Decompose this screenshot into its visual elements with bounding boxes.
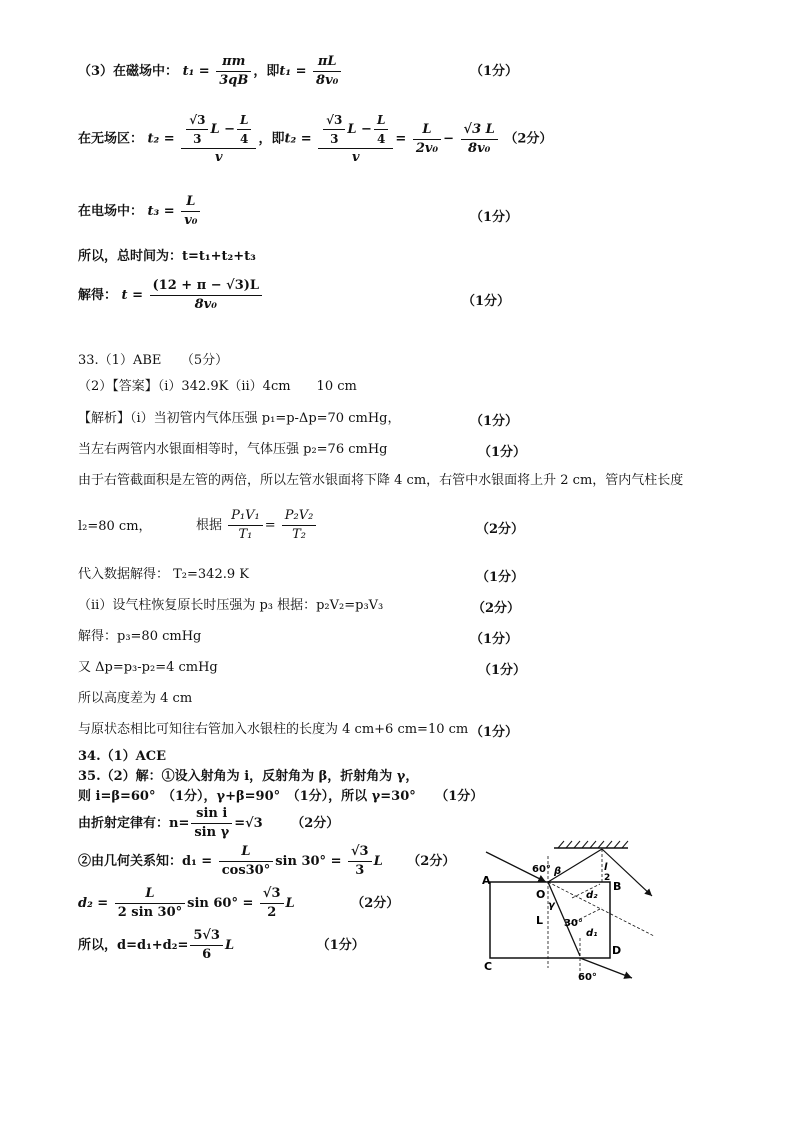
t1-den: 3qB [219, 73, 249, 88]
d1-num2: √3 [348, 844, 372, 862]
q35-l3 [78, 806, 339, 841]
d1-den1: cos30° [221, 863, 271, 878]
q35-l3-label: 由折射定律有：n= [78, 816, 190, 831]
t3-lhs: t₃ = [147, 204, 175, 219]
d1-mid: sin 30° = [275, 854, 342, 869]
d2-den2: 2 [267, 905, 277, 920]
t3-den: v₀ [184, 213, 198, 228]
frac-num-b: L [237, 112, 251, 130]
q35-l5 [78, 886, 399, 921]
snell-rhs: =√3 [234, 816, 263, 831]
frac-num-a: √3 [186, 112, 208, 130]
nofield-eq: = [395, 131, 407, 147]
l-over-4-b [374, 112, 388, 147]
t1b-num: πL [313, 54, 341, 72]
q35-l6-score: （1分） [316, 938, 365, 953]
s3-score: （1分） [470, 64, 519, 79]
gas-den2: T₂ [292, 527, 306, 542]
q33-l6-formula [196, 508, 318, 543]
label-60-bottom: 60° [578, 972, 597, 983]
d1-tail: L [373, 854, 383, 869]
minus-a: L − [210, 122, 236, 137]
t1-fraction [216, 54, 251, 89]
t1b-den: 8v₀ [316, 73, 339, 88]
r-num1: L [413, 122, 441, 140]
solve-den: 8v₀ [194, 297, 217, 312]
snell-num: sin i [191, 806, 232, 824]
solve-label: 解得： [78, 288, 118, 303]
q33-l8: （ii）设气柱恢复原长时压强为 p₃ 根据：p₂V₂=p₃V₃ [78, 598, 384, 613]
t2-den: v [215, 150, 223, 165]
q33-l7-score: （1分） [476, 570, 525, 585]
q35-l2: 则 i=β=60° （1分），γ+β=90° （1分），所以 γ=30° （1分） [78, 789, 484, 804]
label-two: 2 [604, 873, 611, 883]
optics-diagram [482, 838, 672, 983]
q33-l5: 由于右管截面积是左管的两倍，所以左管水银面将下降 4 cm，右管中水银面将上升 2 cm，管内气柱长度 [78, 473, 684, 488]
q33-l11: 所以高度差为 4 cm [78, 691, 193, 706]
t1b-fraction [313, 54, 341, 89]
sqrt3-over-3-a [186, 112, 208, 147]
s3-connector: ，即 [253, 64, 280, 79]
q35-l5-score: （2分） [351, 896, 400, 911]
q33-l3: 【解析】（i）当初管内气体压强 p₁=p-Δp=70 cmHg， [78, 411, 401, 426]
q33-l9-score: （1分） [470, 632, 519, 647]
total-time: 所以，总时间为：t=t₁+t₂+t₃ [78, 249, 256, 264]
efield-line [78, 194, 202, 229]
s3-label: （3）在磁场中： [78, 64, 179, 79]
label-D: D [612, 944, 622, 957]
gas-eq: = [264, 518, 276, 533]
q33-l6-label: 根据 [196, 518, 223, 533]
gas-frac-2 [282, 508, 317, 543]
solve-line [78, 278, 264, 313]
r-frac-1 [413, 122, 441, 157]
frac-den-a: 3 [193, 132, 202, 146]
t3-num: L [181, 194, 200, 212]
t2b-fraction [318, 112, 393, 166]
gas-num1: P₁V₁ [228, 508, 263, 526]
solve-lhs: t = [121, 288, 143, 303]
d-num: 5√3 [190, 928, 223, 946]
t1-lhs: t₁ = [182, 64, 210, 79]
label-d1: d₁ [586, 928, 598, 939]
d2-mid: sin 60° = [187, 896, 254, 911]
s3-line [78, 54, 343, 89]
r-den1: 2v₀ [415, 140, 439, 156]
label-gamma: γ [548, 900, 555, 911]
d2-den1: 2 sin 30° [117, 905, 183, 920]
q35-l3-score: （2分） [291, 816, 340, 831]
gas-frac-1 [228, 508, 263, 543]
q33-l4: 当左右两管内水银面相等时，气体压强 p₂=76 cmHg [78, 442, 388, 457]
q35-l4 [78, 844, 455, 879]
nofield-label: 在无场区： [78, 131, 144, 147]
d2-frac-1 [115, 886, 185, 921]
r-frac-2 [461, 122, 498, 157]
label-B: B [613, 880, 622, 893]
q35-l4-score: （2分） [407, 854, 456, 869]
nofield-line [78, 112, 552, 166]
label-60-top: 60° [532, 864, 551, 875]
gas-den1: T₁ [238, 527, 253, 542]
l-over-4-a [237, 112, 251, 147]
d-fraction [190, 928, 223, 963]
efield-label: 在电场中： [78, 204, 144, 219]
frac-den-b2: 4 [376, 132, 386, 146]
d2-num1: L [115, 886, 185, 904]
solve-num: (12 + π − √3)L [150, 278, 263, 296]
label-l: l [604, 862, 608, 873]
t2-fraction [181, 112, 256, 166]
q33-l2: （2）【答案】（i）342.9K（ii）4cm 10 cm [78, 379, 357, 394]
solve-score: （1分） [462, 294, 511, 309]
d1-den2: 3 [355, 863, 365, 878]
label-d2: d₂ [586, 890, 598, 901]
frac-den-b: 4 [240, 132, 249, 146]
t2b-lhs: t₂ = [284, 131, 312, 147]
r-den2: 8v₀ [468, 140, 491, 156]
r-num2: √3 L [461, 122, 498, 140]
q33-l10-score: （1分） [478, 663, 527, 678]
q35-l5-label: d₂ = [78, 896, 109, 911]
d-den: 6 [202, 947, 212, 962]
sqrt3-over-3-b [323, 112, 345, 147]
label-30: 30° [564, 918, 583, 929]
d1-num1: L [219, 844, 274, 862]
label-C: C [484, 960, 493, 973]
nofield-connector: ，即 [258, 131, 285, 147]
q33-l6a: l₂=80 cm， [78, 519, 152, 534]
q33-l4-score: （1分） [478, 445, 527, 460]
label-L: L [536, 914, 544, 927]
d-tail: L [224, 938, 235, 953]
t2-lhs: t₂ = [147, 131, 175, 147]
q34-line: 34.（1）ACE [78, 749, 167, 764]
q33-l3-score: （1分） [470, 414, 519, 429]
q33-l12: 与原状态相比可知往右管加入水银柱的长度为 4 cm+6 cm=10 cm [78, 722, 469, 737]
q33-l8-score: （2分） [472, 601, 521, 616]
q35-l6 [78, 928, 365, 963]
q35-l6-label: 所以，d=d₁+d₂= [78, 938, 189, 953]
snell-den: sin γ [194, 825, 230, 840]
solve-fraction [150, 278, 263, 313]
t2b-den: v [351, 150, 360, 165]
efield-score: （1分） [470, 210, 519, 225]
q33-l9: 解得：p₃=80 cmHg [78, 629, 202, 644]
t1b-lhs: t₁ = [279, 64, 307, 79]
label-A: A [482, 874, 491, 887]
d2-frac-2 [260, 886, 284, 921]
q33-l12-score: （1分） [470, 725, 519, 740]
q33-l7: 代入数据解得： T₂=342.9 K [78, 567, 249, 582]
minus-b: L − [347, 122, 372, 137]
label-beta: β [554, 866, 562, 877]
q33-l1: 33.（1）ABE （5分） [78, 353, 229, 368]
frac-num-b2: L [374, 112, 388, 130]
q33-l6-score: （2分） [476, 522, 525, 537]
r-minus: − [443, 131, 455, 147]
d2-tail: L [285, 896, 295, 911]
frac-den-a2: 3 [330, 132, 339, 146]
q35-l4-label: ②由几何关系知：d₁ = [78, 854, 213, 869]
t3-fraction [181, 194, 200, 229]
label-O: O [536, 888, 546, 901]
q33-l10: 又 Δp=p₃-p₂=4 cmHg [78, 660, 218, 675]
frac-num-a2: √3 [323, 112, 345, 130]
d1-frac-1 [219, 844, 274, 879]
d1-frac-2 [348, 844, 372, 879]
nofield-score: （2分） [504, 131, 553, 147]
t1-num: πm [216, 54, 251, 72]
gas-num2: P₂V₂ [282, 508, 317, 526]
q35-l1: 35.（2）解：①设入射角为 i，反射角为 β，折射角为 γ， [78, 769, 419, 784]
mirror-hatch [558, 841, 628, 848]
snell-fraction [191, 806, 232, 841]
d2-num2: √3 [260, 886, 284, 904]
